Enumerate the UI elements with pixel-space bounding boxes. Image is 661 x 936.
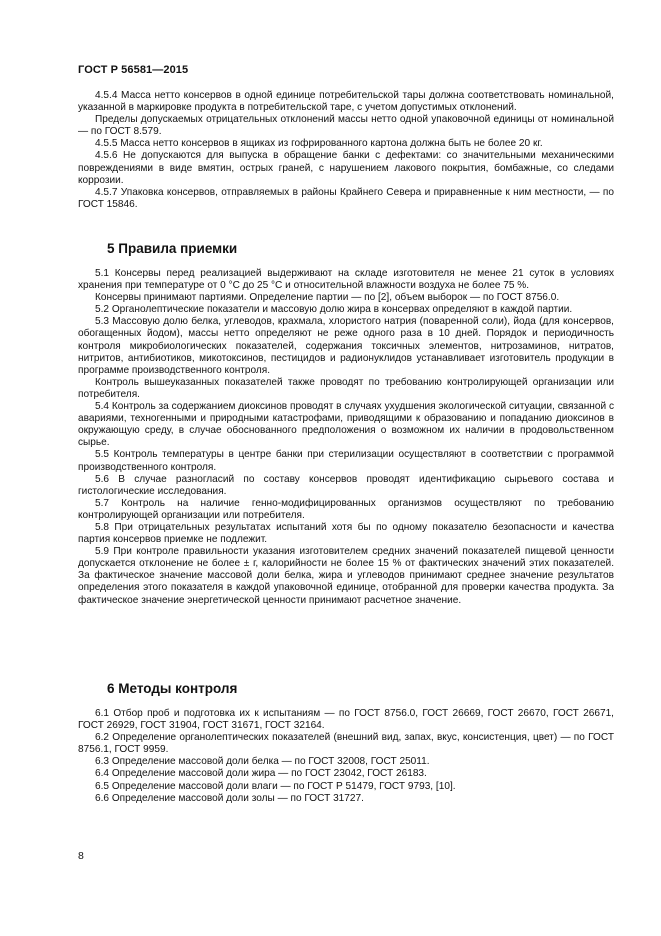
paragraph: 5.2 Органолептические показатели и массовую долю жира в консервах определяют в каждой партии. [95, 304, 573, 316]
section-6-heading: 6 Методы контроля [107, 681, 238, 696]
paragraph: 5.8 При отрицательных результатах испытаний хотя бы по одному показателю безопасности и качества партия консервов приемке не подлежит. [78, 521, 614, 546]
paragraph: 4.5.4 Масса нетто консервов в одной единице потребительской тары должна соответствовать номинальной, указанной в маркировке продукта в потребительской таре, с учетом допустимых отклонений. [78, 90, 614, 114]
section-4-5-text [78, 90, 614, 211]
paragraph: Контроль вышеуказанных показателей также проводят по требованию контролирующей организации или потребителя. [78, 376, 614, 400]
paragraph: 5.4 Контроль за содержанием диоксинов проводят в случаях ухудшения экологической ситуации, связанной с авариями, техногенными и природными катастрофами, приводящими к образованию и попаданию диоксинов в окружающую среду, в случае обоснованного предположения о возможном их наличии в продовольственном сырье. [78, 401, 614, 449]
paragraph: 4.5.6 Не допускаются для выпуска в обращение банки с дефектами: со значительными механическими повреждениями в виде вмятин, острых граней, с нарушением лакового покрытия, бомбажные, со следами коррозии. [78, 150, 614, 186]
paragraph: 6.5 Определение массовой доли влаги — по ГОСТ Р 51479, ГОСТ 9793, [10]. [95, 780, 456, 792]
paragraph: 5.1 Консервы перед реализацией выдерживают на складе изготовителя не менее 21 суток в условиях хранения при температуре от 0 °С до 25 °С и относительной влажности воздуха не более 75 %. [78, 268, 614, 292]
section-5-heading: 5 Правила приемки [107, 241, 238, 256]
paragraph: Пределы допускаемых отрицательных отклонений массы нетто одной упаковочной единицы от номинальной — по ГОСТ 8.579. [78, 114, 614, 138]
paragraph: 5.5 Контроль температуры в центре банки при стерилизации осуществляют в соответствии с программой производственного контроля. [78, 449, 614, 473]
section-5-text [78, 268, 614, 607]
paragraph: 4.5.7 Упаковка консервов, отправляемых в районы Крайнего Севера и приравненные к ним местности, — по ГОСТ 15846. [78, 186, 614, 210]
paragraph: 5.6 В случае разногласий по составу консервов проводят идентификацию сырьевого состава и гистологические исследования. [78, 473, 614, 497]
section-6-text [78, 708, 614, 805]
paragraph: 6.4 Определение массовой доли жира — по ГОСТ 23042, ГОСТ 26183. [95, 768, 427, 780]
paragraph: 6.6 Определение массовой доли золы — по ГОСТ 31727. [95, 792, 364, 804]
paragraph: 5.9 При контроле правильности указания изготовителем средних значений показателей пищевой ценности допускается отклонение не более ± г, калорийности не более 15 % от фактических значений этих показателей. За фактическое значение массовой доли белка, жира и углеводов принимают среднее значение результатов определения этого показателя в каждой упаковочной единице, отобранной для проверки качества продукта. За фактическое значение энергетической ценности принимают расчетное значение. [78, 546, 614, 606]
paragraph: 6.1 Отбор проб и подготовка их к испытаниям — по ГОСТ 8756.0, ГОСТ 26669, ГОСТ 26670, ГОСТ 26671, ГОСТ 26929, ГОСТ 31904, ГОСТ 31671, ГОСТ 32164. [78, 708, 614, 732]
paragraph: 5.3 Массовую долю белка, углеводов, крахмала, хлористого натрия (поваренной соли), йода (для консервов, обогащенных йодом), массы нетто определяют не реже одного раза в 10 дней. Порядок и периодичность контроля микробиологических показателей, содержания токсичных элементов, нитрозаминов, нитратов, нитритов, антибиотиков, микотоксинов, пестицидов и радионуклидов устанавливает изготовитель продукции в программе производственного контроля. [78, 316, 614, 376]
paragraph: 6.3 Определение массовой доли белка — по ГОСТ 32008, ГОСТ 25011. [95, 756, 430, 768]
paragraph: 4.5.5 Масса нетто консервов в ящиках из гофрированного картона должна быть не более 20 кг. [95, 138, 543, 150]
paragraph: Консервы принимают партиями. Определение партии — по [2], объем выборок — по ГОСТ 8756.0. [95, 292, 560, 304]
page-number: 8 [78, 850, 84, 862]
page-header-standard-code: ГОСТ Р 56581—2015 [78, 64, 189, 76]
paragraph: 6.2 Определение органолептических показателей (внешний вид, запах, вкус, консистенция, цвет) — по ГОСТ 8756.1, ГОСТ 9959. [78, 732, 614, 756]
paragraph: 5.7 Контроль на наличие генно-модифицированных организмов осуществляют по требованию контролирующей организации или потребителя. [78, 497, 614, 521]
